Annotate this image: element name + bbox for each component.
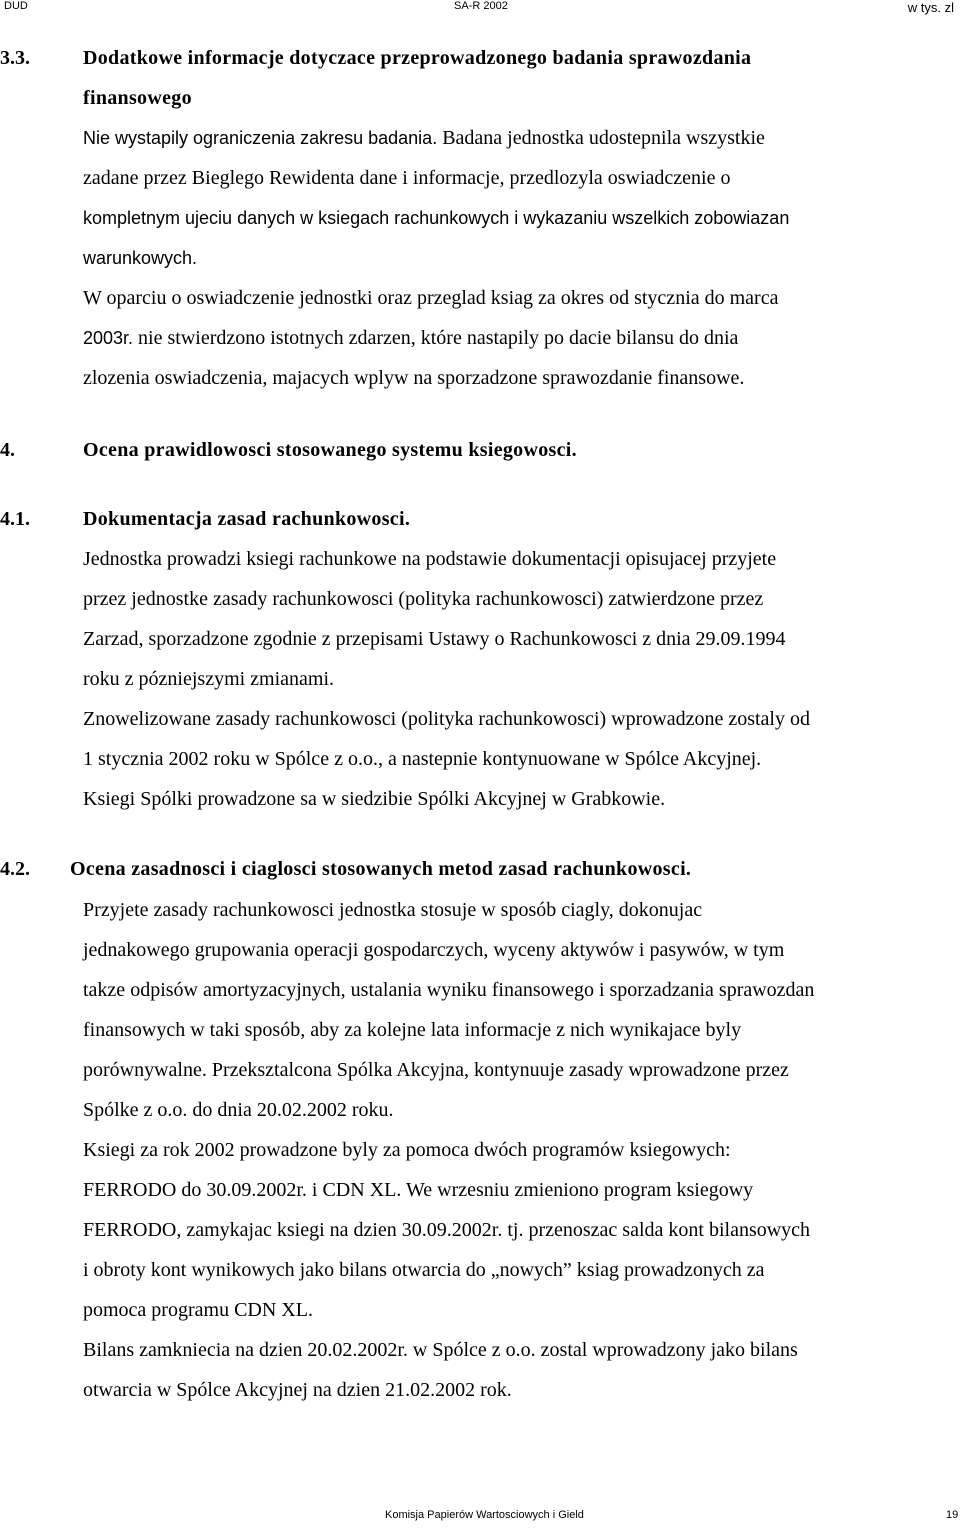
section-3-3-paragraph1-line3: kompletnym ujeciu danych w ksiegach rachunkowych i wykazaniu wszelkich zobowiazan	[83, 208, 790, 228]
section-4-2-title: Ocena zasadnosci i ciaglosci stosowanych metod zasad rachunkowosci.	[70, 858, 692, 880]
footer-publisher: Komisja Papierów Wartosciowych i Gield	[385, 1509, 584, 1521]
section-4-2-line: jednakowego grupowania operacji gospodarczych, wyceny aktywów i pasywów, w tym	[83, 939, 785, 961]
section-4-1-line: Ksiegi Spólki prowadzone sa w siedzibie Spólki Akcyjnej w Grabkowie.	[83, 788, 666, 810]
section-4-2-line: FERRODO do 30.09.2002r. i CDN XL. We wrzesniu zmieniono program ksiegowy	[83, 1179, 754, 1201]
section-4-2-line: takze odpisów amortyzacyjnych, ustalania wyniku finansowego i sporzadzania sprawozdan	[83, 979, 815, 1001]
section-4-1-body	[83, 499, 810, 819]
section-4-2-line: pomoca programu CDN XL.	[83, 1299, 313, 1321]
section-4-2-number: 4.2.	[0, 858, 30, 880]
section-4-1-line: Zarzad, sporzadzone zgodnie z przepisami Ustawy o Rachunkowosci z dnia 29.09.1994	[83, 628, 786, 650]
header-company: DUD	[4, 0, 28, 12]
section-4-2-body	[83, 890, 814, 1410]
section-4-1-number: 4.1.	[0, 508, 30, 530]
section-3-3-paragraph1-line4: warunkowych.	[83, 248, 198, 268]
text-run: Nie wystapily ograniczenia zakresu badania.	[83, 128, 438, 148]
text-run: Badana jednostka udostepnila wszystkie	[437, 127, 765, 149]
section-4-1-line: roku z pózniejszymi zmianami.	[83, 668, 335, 690]
section-4-2-line: Bilans zamkniecia na dzien 20.02.2002r. w Spólce z o.o. zostal wprowadzony jako bilans	[83, 1339, 798, 1361]
section-4-1-line: Jednostka prowadzi ksiegi rachunkowe na podstawie dokumentacji opisujacej przyjete	[83, 548, 777, 570]
section-4-2-line: porównywalne. Przeksztalcona Spólka Akcyjna, kontynuuje zasady wprowadzone przez	[83, 1059, 789, 1081]
section-4-1-line: Znowelizowane zasady rachunkowosci (polityka rachunkowosci) wprowadzone zostaly od	[83, 708, 810, 730]
section-4-title: Ocena prawidlowosci stosowanego systemu ksiegowosci.	[83, 439, 577, 461]
section-4-number: 4.	[0, 439, 15, 461]
section-3-3-paragraph2-line1: W oparciu o oswiadczenie jednostki oraz przeglad ksiag za okres od stycznia do marca	[83, 287, 779, 309]
section-4-2-line: Ksiegi za rok 2002 prowadzone byly za pomoca dwóch programów ksiegowych:	[83, 1139, 731, 1161]
section-4-2-line: Spólke z o.o. do dnia 20.02.2002 roku.	[83, 1099, 394, 1121]
section-4-2-line: finansowych w taki sposób, aby za kolejne lata informacje z nich wynikajace byly	[83, 1019, 742, 1041]
section-3-3-paragraph2-line3: zlozenia oswiadczenia, majacych wplyw na sporzadzone sprawozdanie finansowe.	[83, 367, 745, 389]
text-run: nie stwierdzono istotnych zdarzen, które nastapily po dacie bilansu do dnia	[133, 327, 739, 349]
section-3-3-paragraph1-line2: zadane przez Bieglego Rewidenta dane i informacje, przedlozyla oswiadczenie o	[83, 167, 731, 189]
footer-page-number: 19	[946, 1509, 959, 1521]
text-run: 2003r.	[83, 328, 134, 348]
section-3-3-paragraph1-line1	[83, 118, 789, 158]
section-3-3-title-line1: Dodatkowe informacje dotyczace przeprowadzonego badania sprawozdania	[83, 47, 752, 69]
section-3-3-number: 3.3.	[0, 47, 30, 69]
section-4-1-title: Dokumentacja zasad rachunkowosci.	[83, 508, 411, 530]
section-4-1-line: 1 stycznia 2002 roku w Spólce z o.o., a nastepnie kontynuowane w Spólce Akcyjnej.	[83, 748, 762, 770]
header-unit: w tys. zl	[907, 0, 954, 15]
section-4-2-line: FERRODO, zamykajac ksiegi na dzien 30.09.2002r. tj. przenoszac salda kont bilansowych	[83, 1219, 811, 1241]
section-3-3-body	[83, 38, 789, 398]
section-4-2-line: otwarcia w Spólce Akcyjnej na dzien 21.02.2002 rok.	[83, 1379, 512, 1401]
section-4-2-line: i obroty kont wynikowych jako bilans otwarcia do „nowych” ksiag prowadzonych za	[83, 1259, 765, 1281]
section-3-3-title-line2: finansowego	[83, 87, 192, 109]
section-4-1-line: przez jednostke zasady rachunkowosci (polityka rachunkowosci) zatwierdzone przez	[83, 588, 764, 610]
section-4-2-line: Przyjete zasady rachunkowosci jednostka stosuje w sposób ciagly, dokonujac	[83, 899, 703, 921]
section-3-3-paragraph2-line2	[83, 318, 789, 358]
header-form: SA-R 2002	[454, 0, 508, 12]
